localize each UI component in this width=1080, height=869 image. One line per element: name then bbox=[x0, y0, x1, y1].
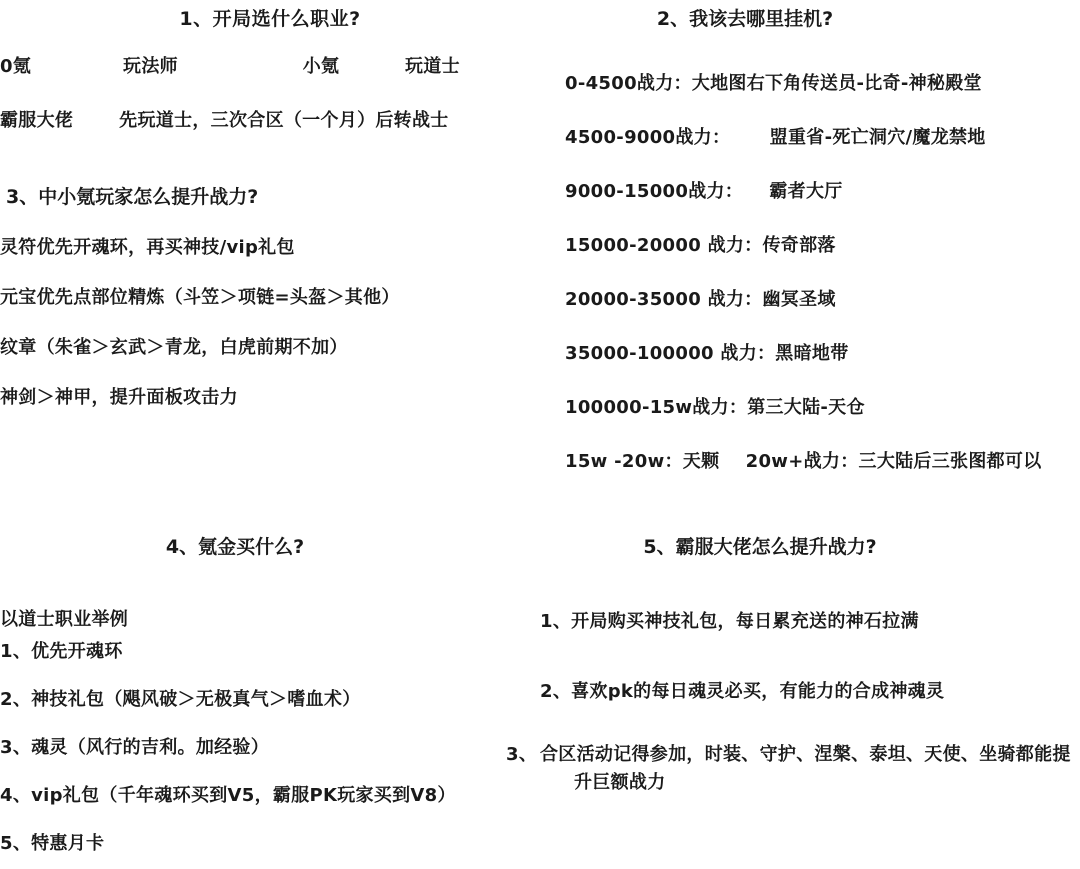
q5-item-3: 3、 合区活动记得参加，时装、守护、涅槃、泰坦、天使、坐骑都能提升巨额战力 bbox=[506, 744, 1071, 793]
q1-row-2: 霸服大佬 先玩道士，三次合区（一个月）后转战士 bbox=[0, 110, 449, 131]
section-q2 bbox=[540, 0, 1080, 473]
section-q3 bbox=[0, 182, 540, 409]
q5-item-1-text: 开局购买神技礼包，每日累充送的神石拉满 bbox=[571, 611, 919, 632]
q2-row-7: 100000-15w战力：第三大陆-天仓 bbox=[565, 397, 865, 418]
q4-row-2: 1、优先开魂环 bbox=[0, 641, 123, 662]
q2-row-4: 15000-20000 战力：传奇部落 bbox=[565, 235, 836, 256]
q5-item-2-number: 2、 bbox=[540, 681, 572, 702]
q5-item-2-text: 喜欢pk的每日魂灵必买，有能力的合成神魂灵 bbox=[571, 681, 945, 702]
section-q1 bbox=[0, 0, 540, 131]
q1-title: 1、开局选什么职业? bbox=[179, 8, 361, 30]
q2-row-8: 15w -20w：天颗 20w+战力：三大陆后三张图都可以 bbox=[565, 451, 1042, 472]
q2-row-6: 35000-100000 战力：黑暗地带 bbox=[565, 343, 849, 364]
q3-row-2: 元宝优先点部位精炼（斗笠＞项链=头盔＞其他） bbox=[0, 287, 400, 308]
q3-row-3: 纹章（朱雀＞玄武＞青龙，白虎前期不加） bbox=[0, 337, 348, 358]
q3-row-4: 神剑＞神甲，提升面板攻击力 bbox=[0, 387, 238, 408]
q4-row-1: 以道士职业举例 bbox=[0, 609, 129, 630]
q5-item-2 bbox=[540, 677, 1080, 703]
section-q5 bbox=[506, 532, 1080, 797]
q4-row-3: 2、神技礼包（飓风破＞无极真气＞嗜血术） bbox=[0, 689, 361, 710]
q4-row-5: 4、vip礼包（千年魂环买到V5，霸服PK玩家买到V8） bbox=[0, 785, 456, 806]
q5-item-3-text: 合区活动记得参加，时装、守护、涅槃、泰坦、天使、坐骑都能提升巨额战力 bbox=[540, 744, 1071, 793]
q1-row-1: 0氪 玩法师 小氪 玩道士 bbox=[0, 56, 460, 77]
q3-row-1: 灵符优先开魂环，再买神技/vip礼包 bbox=[0, 237, 295, 258]
q4-title: 4、氪金买什么? bbox=[165, 536, 305, 558]
q2-row-5: 20000-35000 战力：幽冥圣域 bbox=[565, 289, 836, 310]
section-q4 bbox=[0, 532, 540, 855]
q5-item-1 bbox=[540, 607, 1080, 633]
q2-row-3: 9000-15000战力： 霸者大厅 bbox=[565, 181, 843, 202]
q2-row-2: 4500-9000战力： 盟重省-死亡洞穴/魔龙禁地 bbox=[565, 127, 986, 148]
q5-title: 5、霸服大佬怎么提升战力? bbox=[643, 536, 877, 558]
q2-row-1: 0-4500战力：大地图右下角传送员-比奇-神秘殿堂 bbox=[565, 73, 982, 94]
q3-title: 3、中小氪玩家怎么提升战力? bbox=[6, 186, 259, 208]
q4-row-6: 5、特惠月卡 bbox=[0, 833, 105, 854]
q4-row-4: 3、魂灵（风行的吉利。加经验） bbox=[0, 737, 270, 758]
q2-title: 2、我该去哪里挂机? bbox=[656, 8, 834, 30]
q5-item-1-number: 1、 bbox=[540, 611, 572, 632]
